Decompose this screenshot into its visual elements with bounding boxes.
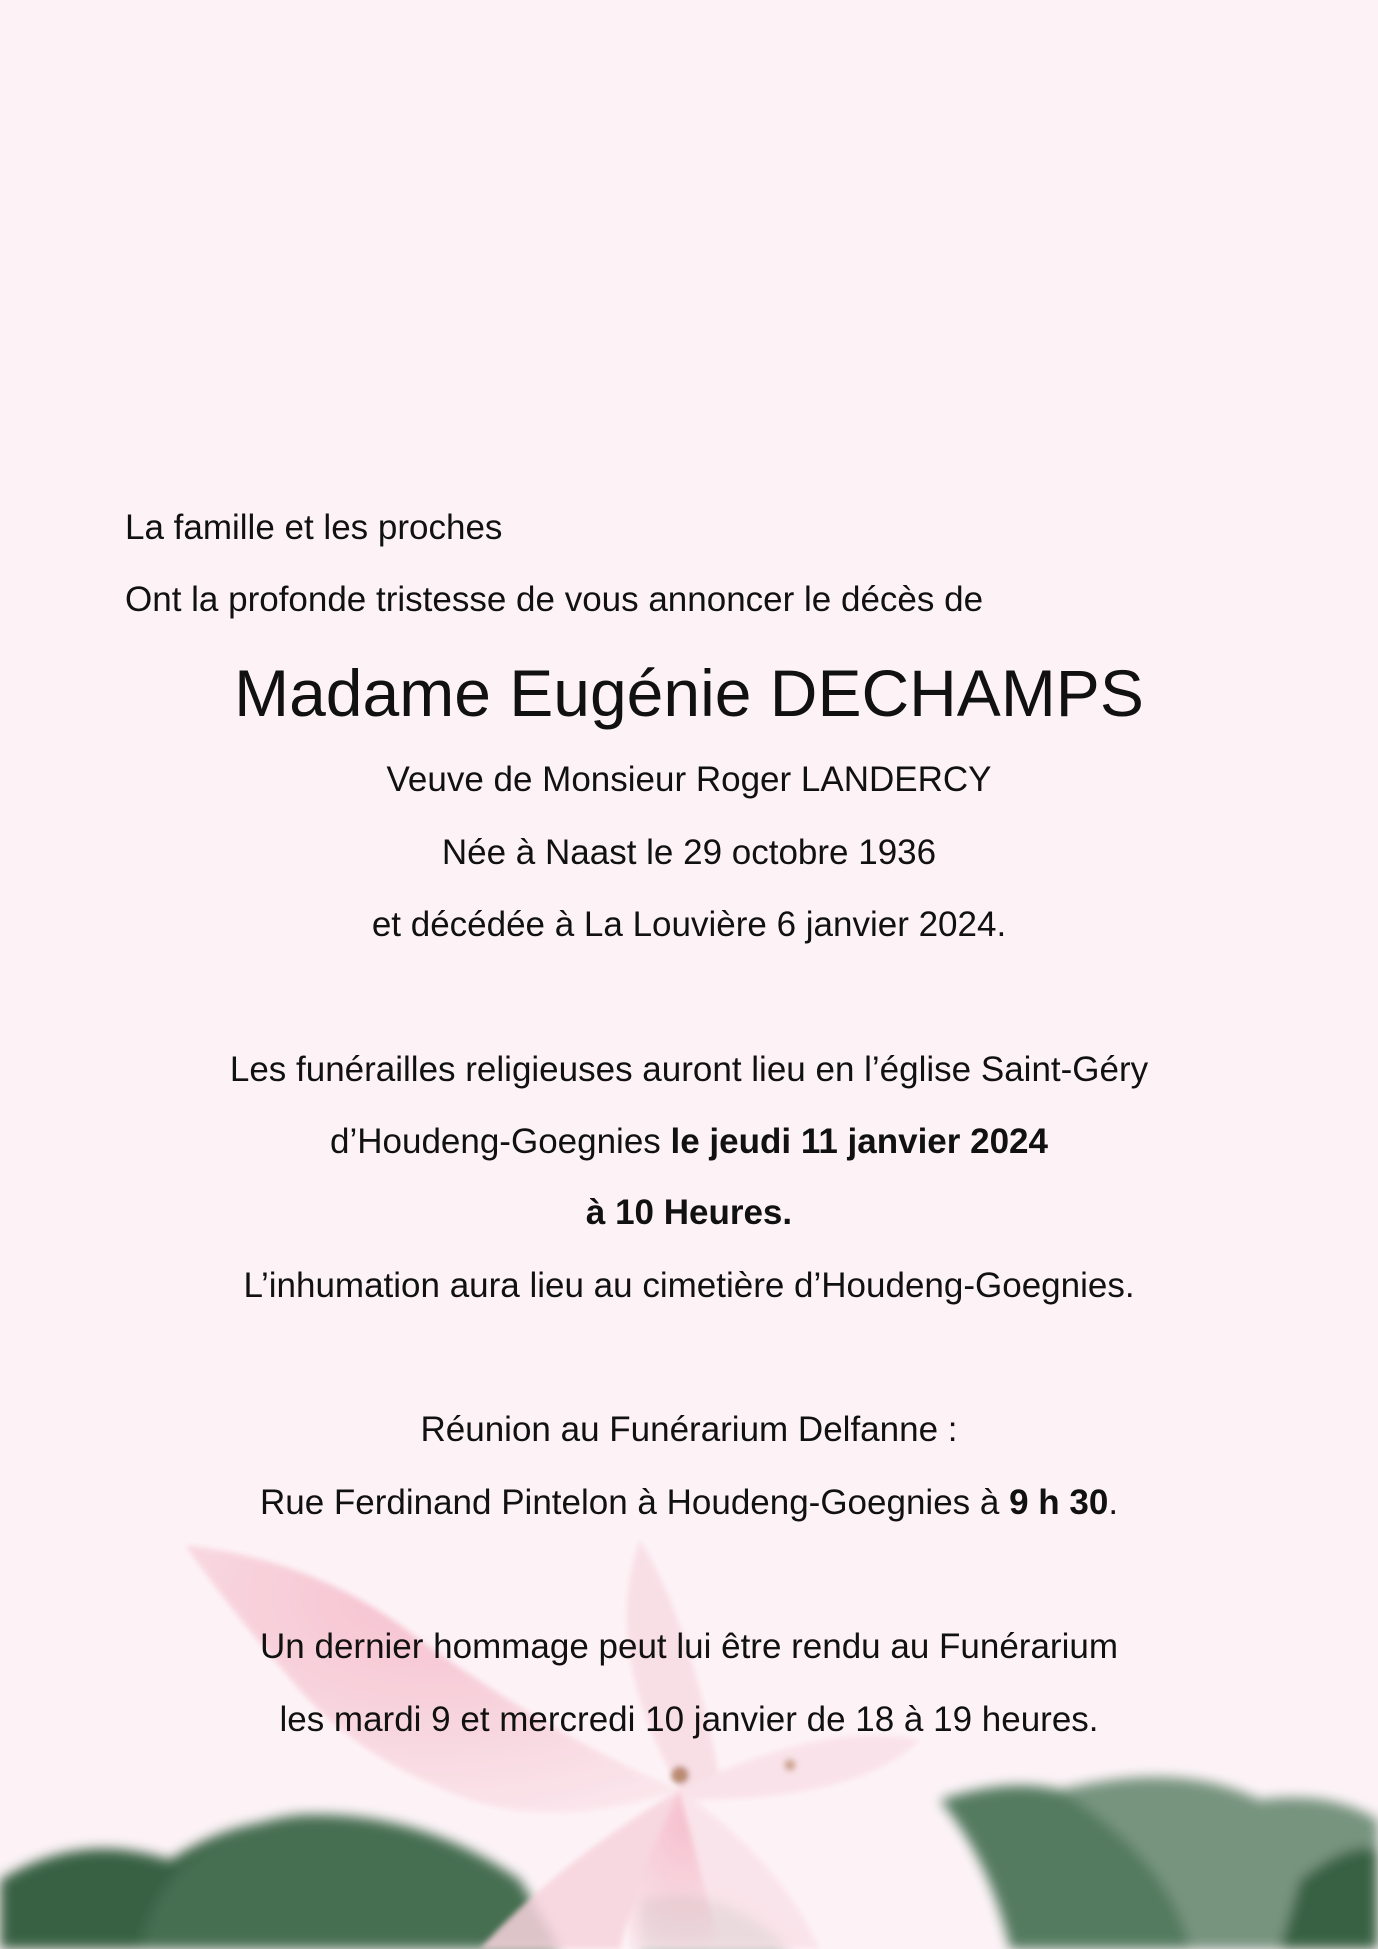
intro-line-announcement: Ont la profonde tristesse de vous annoncer le décès de	[125, 580, 984, 619]
birth-line: Née à Naast le 29 octobre 1936	[441, 833, 937, 872]
spouse-line: Veuve de Monsieur Roger LANDERCY	[386, 760, 992, 799]
funeral-line-church: Les funérailles religieuses auront lieu en l’église Saint-Géry	[229, 1050, 1149, 1089]
meeting-period: .	[1108, 1483, 1119, 1522]
tribute-line-1: Un dernier hommage peut lui être rendu au Funérarium	[260, 1627, 1118, 1666]
burial-line: L’inhumation aura lieu au cimetière d’Houdeng-Goegnies.	[243, 1266, 1135, 1305]
meeting-time: 9 h 30	[1009, 1483, 1109, 1522]
intro-line-family: La famille et les proches	[125, 508, 503, 547]
funeral-time-text: à 10 Heures.	[585, 1193, 793, 1232]
tribute-line-2: les mardi 9 et mercredi 10 janvier de 18 à 19 heures.	[279, 1700, 1099, 1739]
funeral-line-date	[0, 1120, 1378, 1164]
meeting-line-address	[0, 1481, 1378, 1525]
death-line: et décédée à La Louvière 6 janvier 2024.	[371, 905, 1007, 944]
funeral-time	[0, 1191, 1378, 1235]
funeral-date: le jeudi 11 janvier 2024	[670, 1122, 1048, 1161]
deceased-name: Madame Eugénie DECHAMPS	[234, 656, 1144, 730]
meeting-address: Rue Ferdinand Pintelon à Houdeng-Goegnies à	[259, 1483, 1010, 1522]
meeting-line-place: Réunion au Funérarium Delfanne :	[420, 1410, 958, 1449]
funeral-place: d’Houdeng-Goegnies	[330, 1122, 671, 1161]
